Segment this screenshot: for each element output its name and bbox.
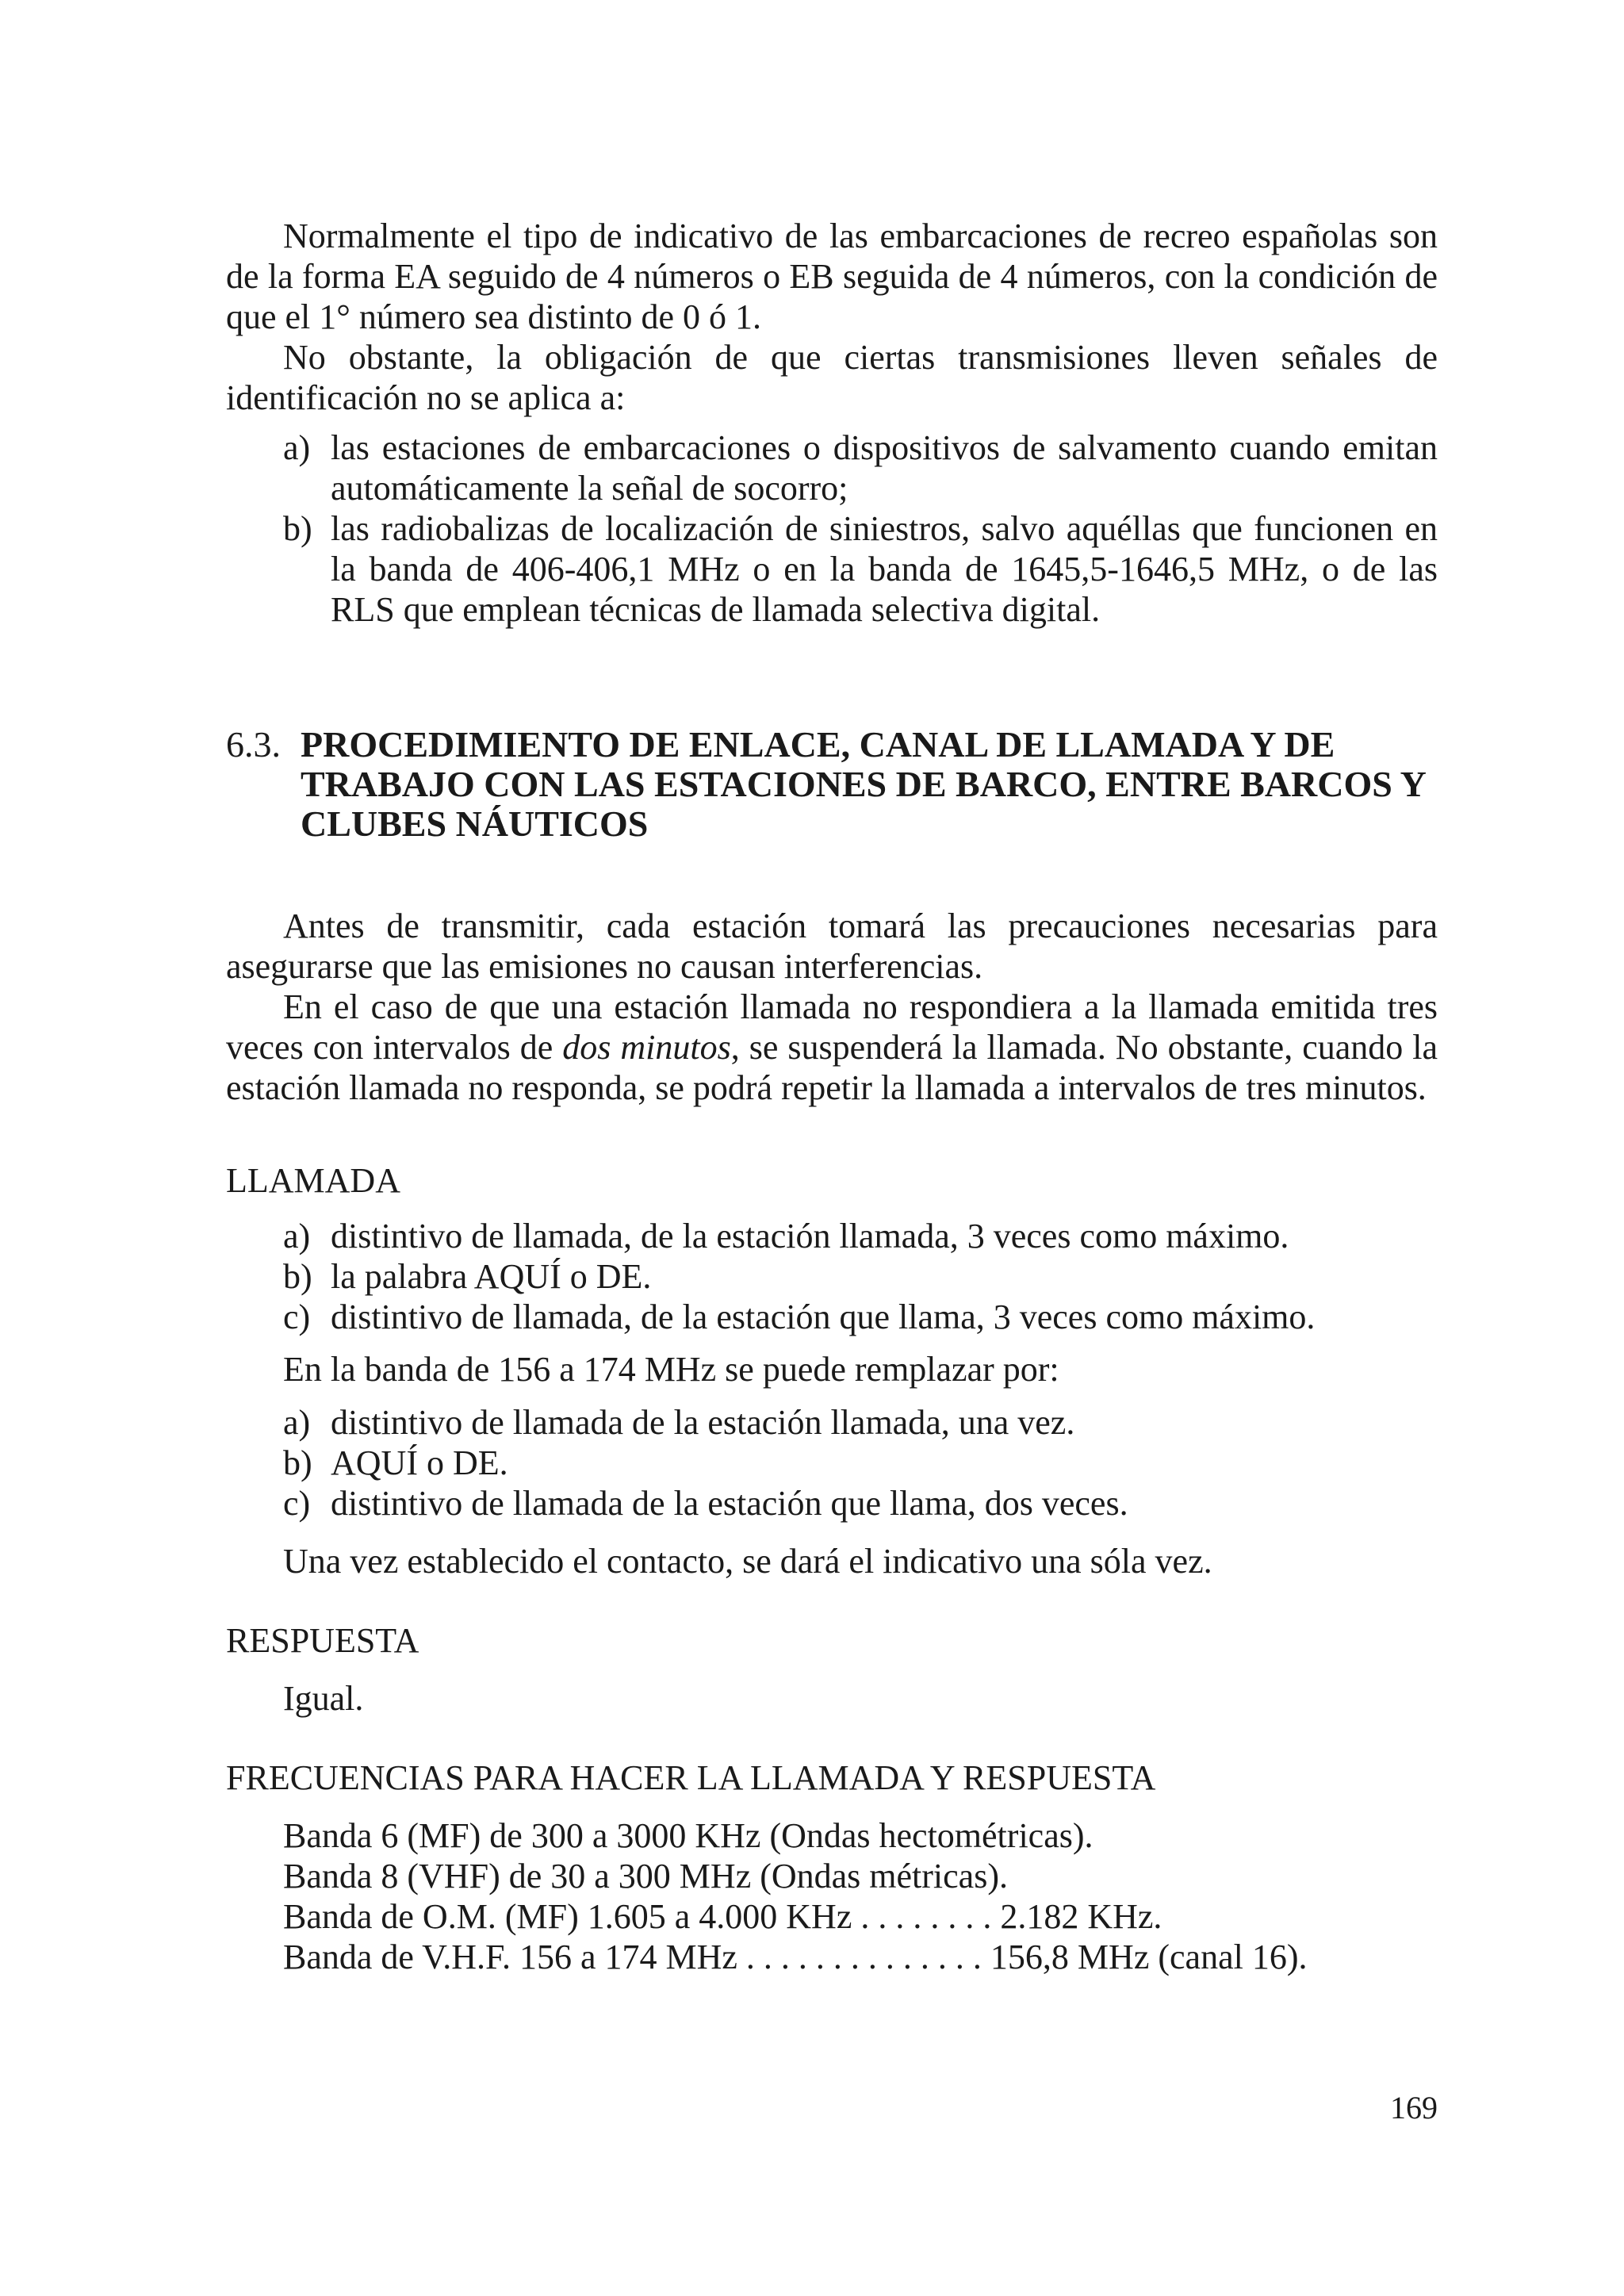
intro-paragraph-1: Normalmente el tipo de indicativo de las embarcaciones de recreo españolas son de la forma EA seguido de 4 números o EB seguida de 4 números, con la condición de que el 1° número sea distinto de 0 ó 1. (226, 217, 1438, 336)
list-marker: c) (283, 1484, 311, 1523)
list-item-text: distintivo de llamada, de la estación llamada, 3 veces como máximo. (331, 1217, 1289, 1255)
llamada-heading: LLAMADA (226, 1161, 400, 1200)
list-item-text: las estaciones de embarcaciones o dispositivos de salvamento cuando emitan automáticamente la señal de socorro; (331, 428, 1438, 508)
list-marker: b) (283, 1443, 312, 1482)
llamada-list (226, 1216, 1438, 1337)
frequency-line: Banda 8 (VHF) de 30 a 300 MHz (Ondas métricas). (283, 1857, 1008, 1895)
list-item (226, 1443, 1438, 1483)
respuesta-heading: RESPUESTA (226, 1621, 419, 1660)
list-item (226, 1483, 1438, 1524)
frecuencias-heading: FRECUENCIAS PARA HACER LA LLAMADA Y RESPUESTA (226, 1758, 1156, 1797)
section-heading (226, 725, 1438, 844)
section-paragraph-2-end: , se suspenderá la llamada. No obstante, cuando la estación llamada no responda, se podrá repetir la llamada a intervalos de tres minutos. (226, 1028, 1438, 1107)
respuesta-text: Igual. (283, 1679, 364, 1718)
section-number: 6.3. (226, 724, 281, 765)
page-body (226, 216, 1438, 1977)
list-marker: a) (283, 1403, 311, 1442)
list-item-text: AQUÍ o DE. (331, 1443, 508, 1482)
page-number: 169 (1390, 2090, 1438, 2125)
list-item (226, 508, 1438, 630)
section-paragraph-2-start: En el caso de que una estación llamada no respondiera a la llamada emitida tres veces con intervalos de (226, 987, 1438, 1067)
emphasis-duration: dos minutos (562, 1028, 731, 1067)
list-item-text: distintivo de llamada de la estación llamada, una vez. (331, 1403, 1075, 1442)
list-item (226, 1216, 1438, 1256)
list-marker: b) (283, 1257, 312, 1296)
list-marker: a) (283, 428, 311, 467)
section-title: PROCEDIMIENTO DE ENLACE, CANAL DE LLAMADA Y DE TRABAJO CON LAS ESTACIONES DE BARCO, ENTRE BARCOS Y CLUBES NÁUTICOS (301, 724, 1426, 844)
list-item-text: distintivo de llamada de la estación que llama, dos veces. (331, 1484, 1128, 1523)
list-marker: b) (283, 509, 312, 548)
list-marker: a) (283, 1217, 311, 1255)
list-item (226, 1256, 1438, 1297)
list-item (226, 427, 1438, 508)
list-item-text: la palabra AQUÍ o DE. (331, 1257, 652, 1296)
list-item-text: las radiobalizas de localización de siniestros, salvo aquéllas que funcionen en la banda de 406-406,1 MHz o en la banda de 1645,5-1646,5 MHz, o de las RLS que emplean técnicas de llamada selectiva digital. (331, 509, 1438, 629)
list-item-text: distintivo de llamada, de la estación que llama, 3 veces como máximo. (331, 1297, 1316, 1336)
alternative-intro: En la banda de 156 a 174 MHz se puede remplazar por: (283, 1350, 1059, 1389)
frequency-line: Banda de V.H.F. 156 a 174 MHz . . . . . . . . . . . . . . 156,8 MHz (canal 16). (283, 1938, 1308, 1976)
frequency-line: Banda de O.M. (MF) 1.605 a 4.000 KHz . . . . . . . . 2.182 KHz. (283, 1897, 1162, 1936)
section-paragraph-1: Antes de transmitir, cada estación tomará las precauciones necesarias para asegurarse que las emisiones no causan interferencias. (226, 907, 1438, 986)
list-item (226, 1297, 1438, 1337)
exceptions-list (226, 427, 1438, 630)
list-item (226, 1402, 1438, 1443)
alternative-list (226, 1402, 1438, 1524)
intro-paragraph-2: No obstante, la obligación de que ciertas transmisiones lleven señales de identificación no se aplica a: (226, 338, 1438, 417)
list-marker: c) (283, 1297, 311, 1336)
frequency-line: Banda 6 (MF) de 300 a 3000 KHz (Ondas hectométricas). (283, 1816, 1094, 1855)
frequency-list (226, 1815, 1438, 1977)
section-paragraph-2 (226, 987, 1438, 1108)
contact-note: Una vez establecido el contacto, se dará el indicativo una sóla vez. (283, 1542, 1212, 1581)
